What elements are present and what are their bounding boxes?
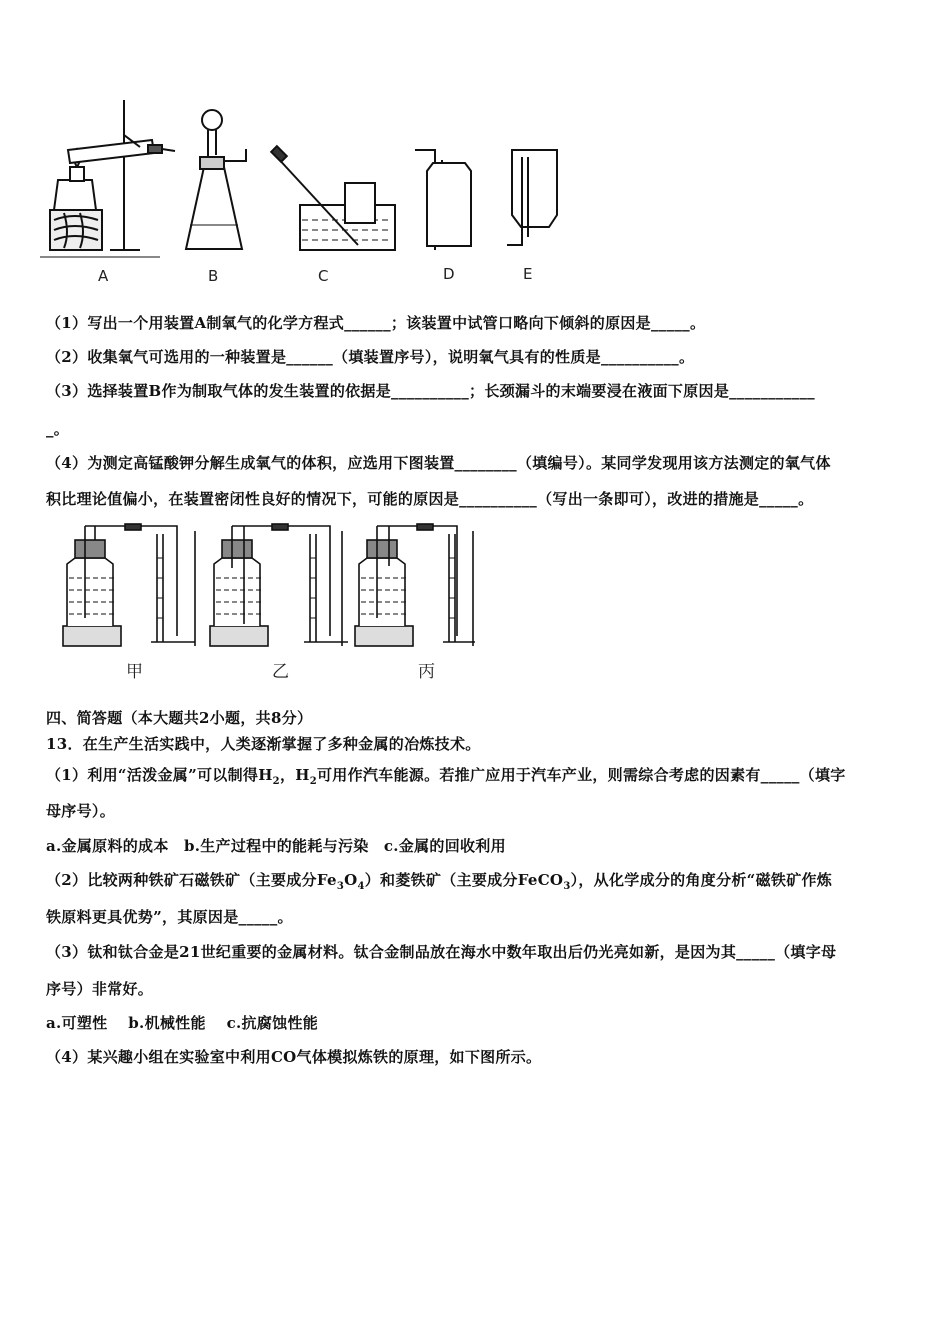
figure-label-b: B xyxy=(208,267,219,285)
q13-part3-cont: 序号）非常好。 xyxy=(46,980,154,998)
apparatus-figure-top xyxy=(40,95,580,290)
figure-label-d: D xyxy=(443,265,455,283)
q13-stem: 13．在生产生活实践中，人类逐渐掌握了多种金属的冶炼技术。 xyxy=(46,735,481,753)
apparatus-bing xyxy=(355,524,475,646)
figure-label-a: A xyxy=(98,267,109,285)
figure-label-yi: 乙 xyxy=(272,662,289,682)
q12-part4: （4）为测定高锰酸钾分解生成氧气的体积，应选用下图装置________（填编号）。某同学发现用该方法测定的氧气体 xyxy=(46,454,831,472)
figure-label-jia: 甲 xyxy=(126,662,143,682)
q13-part1-sub1: 2 xyxy=(272,776,280,787)
q13-part1-options: a.金属原料的成本 b.生产过程中的能耗与污染 c.金属的回收利用 xyxy=(46,837,506,855)
q13-part1-mid: ，H xyxy=(279,766,310,784)
apparatus-A xyxy=(40,100,175,257)
q13-part1-cont: 母序号）。 xyxy=(46,802,116,820)
q13-part2-cont: 铁原料更具优势”，其原因是_____。 xyxy=(46,908,293,926)
apparatus-E xyxy=(507,150,557,245)
q13-part1 xyxy=(46,764,846,787)
q12-part2: （2）收集氧气可选用的一种装置是______（填装置序号），说明氧气具有的性质是__________。 xyxy=(46,348,695,366)
q13-part2-mid1: O xyxy=(344,871,358,889)
section-title: 四、简答题（本大题共2小题，共8分） xyxy=(46,709,313,727)
q13-part2 xyxy=(46,869,832,892)
q13-part2-sub2: 4 xyxy=(357,881,365,892)
q13-part2-sub3: 3 xyxy=(563,881,571,892)
apparatus-yi xyxy=(210,524,348,646)
q12-part3: （3）选择装置B作为制取气体的发生装置的依据是__________；长颈漏斗的末端要浸在液面下原因是___________ xyxy=(46,382,815,400)
q13-part2-pre: （2）比较两种铁矿石磁铁矿（主要成分Fe xyxy=(46,871,337,889)
figure-label-bing: 丙 xyxy=(418,662,435,682)
apparatus-jia xyxy=(63,524,195,646)
q13-part1-post: 可用作汽车能源。若推广应用于汽车产业，则需综合考虑的因素有_____（填字 xyxy=(316,766,846,784)
apparatus-B xyxy=(186,110,246,249)
q13-part3: （3）钛和钛合金是21世纪重要的金属材料。钛合金制品放在海水中数年取出后仍光亮如新，是因为其_____（填字母 xyxy=(46,943,837,961)
apparatus-C xyxy=(271,146,395,250)
q12-part3-cont: _。 xyxy=(46,420,70,438)
gas-volume-apparatus-figure xyxy=(45,518,475,648)
q12-part4-cont: 积比理论值偏小，在装置密闭性良好的情况下，可能的原因是__________（写出一条即可），改进的措施是_____。 xyxy=(46,490,814,508)
figure-label-c: C xyxy=(318,267,329,285)
figure-label-e: E xyxy=(523,265,533,283)
apparatus-D xyxy=(415,150,471,250)
q13-part2-sub1: 3 xyxy=(336,881,345,892)
q13-part1-pre: （1）利用“活泼金属”可以制得H xyxy=(46,766,273,784)
q12-part1: （1）写出一个用装置A制氧气的化学方程式______；该装置中试管口略向下倾斜的原因是_____。 xyxy=(46,314,706,332)
q13-part1-sub2: 2 xyxy=(309,776,317,787)
q13-part2-post: ），从化学成分的角度分析“磁铁矿作炼 xyxy=(570,871,833,889)
q13-part2-mid2: ）和菱铁矿（主要成分FeCO xyxy=(364,871,564,889)
q13-part4: （4）某兴趣小组在实验室中利用CO气体模拟炼铁的原理，如下图所示。 xyxy=(46,1048,542,1066)
q13-part3-options: a.可塑性 b.机械性能 c.抗腐蚀性能 xyxy=(46,1014,319,1032)
